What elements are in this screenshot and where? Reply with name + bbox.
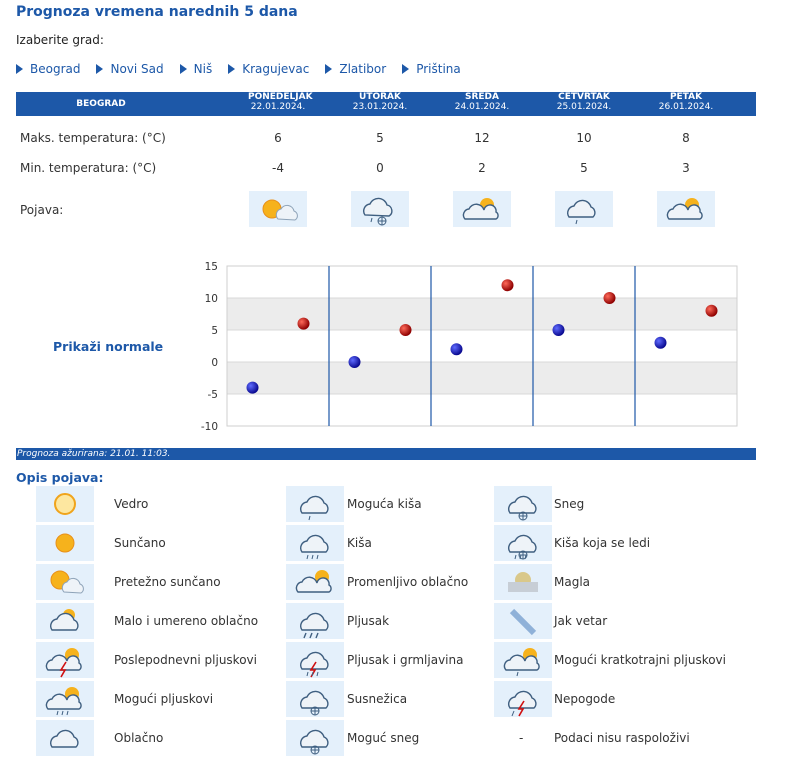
arrow-right-icon xyxy=(325,64,332,74)
legend-label: Poslepodnevni pljuskovi xyxy=(114,653,257,667)
legend-label: Nepogode xyxy=(554,692,616,706)
sleet-icon xyxy=(286,681,344,717)
freezing-rain-icon xyxy=(494,525,552,561)
cloudy-icon xyxy=(36,720,94,756)
day-header xyxy=(656,92,716,116)
max-temp-value: 8 xyxy=(682,131,690,145)
chart-y-tick-label: 15 xyxy=(204,261,218,273)
brief-showers-icon xyxy=(494,642,552,678)
city-link-zlatibor[interactable] xyxy=(325,62,386,76)
afternoon-thunder-icon xyxy=(36,642,94,678)
chart-y-tick-label: -10 xyxy=(200,421,218,433)
day-date: 22.01.2024. xyxy=(250,102,306,112)
partly-sunny-icon xyxy=(249,191,307,227)
legend-label: Kiša xyxy=(347,536,372,550)
shower-icon xyxy=(286,603,344,639)
max-temp-value: 10 xyxy=(576,131,592,145)
possible-snow-icon xyxy=(351,191,409,227)
legend-label: Pljusak i grmljavina xyxy=(347,653,464,667)
city-label: Niš xyxy=(193,62,213,76)
sunny-icon xyxy=(36,525,94,561)
forecast-header xyxy=(16,92,756,116)
chart-y-axis xyxy=(201,261,218,433)
chart-point-max xyxy=(604,292,616,304)
phenomenon-label: Pojava: xyxy=(20,203,64,217)
arrow-right-icon xyxy=(228,64,235,74)
chart-point-min xyxy=(553,324,565,336)
max-temp-value: 12 xyxy=(474,131,490,145)
strong-wind-icon xyxy=(494,603,552,639)
day-header xyxy=(248,92,313,116)
updated-bar: Prognoza ažurirana: 21.01. 11:03. xyxy=(16,448,756,460)
chart-y-tick-label: 10 xyxy=(204,293,218,305)
thunderstorm-icon xyxy=(286,642,344,678)
legend-label: Oblačno xyxy=(114,731,164,745)
no-data-dash: - xyxy=(519,731,524,745)
choose-city-label: Izaberite grad: xyxy=(16,33,104,47)
day-header xyxy=(452,92,512,116)
arrow-right-icon xyxy=(16,64,23,74)
day-date: 23.01.2024. xyxy=(352,102,408,112)
temperature-chart xyxy=(190,258,750,438)
legend-label: Mogući pljuskovi xyxy=(114,692,214,706)
legend-label: Moguć sneg xyxy=(347,731,420,745)
chart-point-max xyxy=(298,318,310,330)
day-name: ČETVRTAK xyxy=(558,92,610,102)
city-link-pristina[interactable] xyxy=(402,62,461,76)
chart-point-min xyxy=(655,337,667,349)
max-temp-value: 6 xyxy=(274,131,282,145)
chart-point-max xyxy=(502,279,514,291)
rain-icon xyxy=(286,525,344,561)
arrow-right-icon xyxy=(402,64,409,74)
city-label: Priština xyxy=(416,62,461,76)
legend-label: Pljusak xyxy=(347,614,390,628)
storms-icon xyxy=(494,681,552,717)
legend-label: Sunčano xyxy=(114,536,166,550)
max-temp-label: Maks. temperatura: (°C) xyxy=(20,131,166,145)
page-title: Prognoza vremena narednih 5 dana xyxy=(16,4,298,20)
legend-label: Promenljivo oblačno xyxy=(347,575,469,589)
min-temp-label: Min. temperatura: (°C) xyxy=(20,161,157,175)
clear-icon xyxy=(36,486,94,522)
day-date: 26.01.2024. xyxy=(658,102,714,112)
show-normals-link[interactable]: Prikaži normale xyxy=(53,339,164,354)
min-temp-value: 5 xyxy=(580,161,588,175)
min-temp-value: -4 xyxy=(272,161,284,175)
city-nav xyxy=(16,62,477,76)
min-temp-value: 0 xyxy=(376,161,384,175)
city-label: Beograd xyxy=(30,62,81,76)
city-header: BEOGRAD xyxy=(76,99,126,109)
chart-point-max xyxy=(400,324,412,336)
chart-point-min xyxy=(451,343,463,355)
legend-label: Mogući kratkotrajni pljuskovi xyxy=(554,653,726,667)
city-link-kragujevac[interactable] xyxy=(228,62,309,76)
legend-label: Susnežica xyxy=(347,692,408,706)
possible-snow-icon xyxy=(286,720,344,756)
legend-label: Kiša koja se ledi xyxy=(554,536,651,550)
chart-band xyxy=(227,362,737,394)
chart-y-tick-label: 0 xyxy=(211,357,218,369)
max-temp-value: 5 xyxy=(376,131,384,145)
day-name: PETAK xyxy=(669,92,703,102)
possible-rain-icon xyxy=(555,191,613,227)
legend-label: Jak vetar xyxy=(554,614,608,628)
arrow-right-icon xyxy=(96,64,103,74)
variable-cloudy-icon xyxy=(657,191,715,227)
city-link-nis[interactable] xyxy=(180,62,213,76)
legend-title: Opis pojava: xyxy=(16,470,104,485)
mostly-sunny-icon xyxy=(36,564,94,600)
legend-label: Magla xyxy=(554,575,591,589)
legend-label: Moguća kiša xyxy=(347,497,422,511)
day-header xyxy=(554,92,614,116)
city-label: Zlatibor xyxy=(339,62,387,76)
city-label: Kragujevac xyxy=(242,62,310,76)
min-temp-value: 3 xyxy=(682,161,690,175)
arrow-right-icon xyxy=(180,64,187,74)
chart-point-max xyxy=(706,305,718,317)
chart-point-min xyxy=(247,382,259,394)
variable-cloudy-icon xyxy=(453,191,511,227)
possible-rain-icon xyxy=(286,486,344,522)
city-label: Novi Sad xyxy=(110,62,164,76)
legend-label: Pretežno sunčano xyxy=(114,575,221,589)
day-name: PONEDELJAK xyxy=(248,92,313,102)
snow-icon xyxy=(494,486,552,522)
partly-cloudy-icon xyxy=(36,603,94,639)
city-link-novi-sad[interactable] xyxy=(96,62,163,76)
legend-label: Malo i umereno oblačno xyxy=(114,614,259,628)
legend-label: Podaci nisu raspoloživi xyxy=(554,731,690,745)
day-name: UTORAK xyxy=(359,92,401,102)
chart-point-min xyxy=(349,356,361,368)
day-name: SREDA xyxy=(465,92,499,102)
variable-cloudy-icon xyxy=(286,564,344,600)
day-date: 25.01.2024. xyxy=(556,102,612,112)
day-date: 24.01.2024. xyxy=(454,102,510,112)
legend-label: Vedro xyxy=(114,497,149,511)
chart-y-tick-label: -5 xyxy=(207,389,218,401)
possible-showers-icon xyxy=(36,681,94,717)
min-temp-value: 2 xyxy=(478,161,486,175)
fog-icon xyxy=(494,564,552,600)
chart-y-tick-label: 5 xyxy=(211,325,218,337)
day-header xyxy=(350,92,410,116)
legend-label: Sneg xyxy=(554,497,585,511)
city-link-beograd[interactable] xyxy=(16,62,80,76)
